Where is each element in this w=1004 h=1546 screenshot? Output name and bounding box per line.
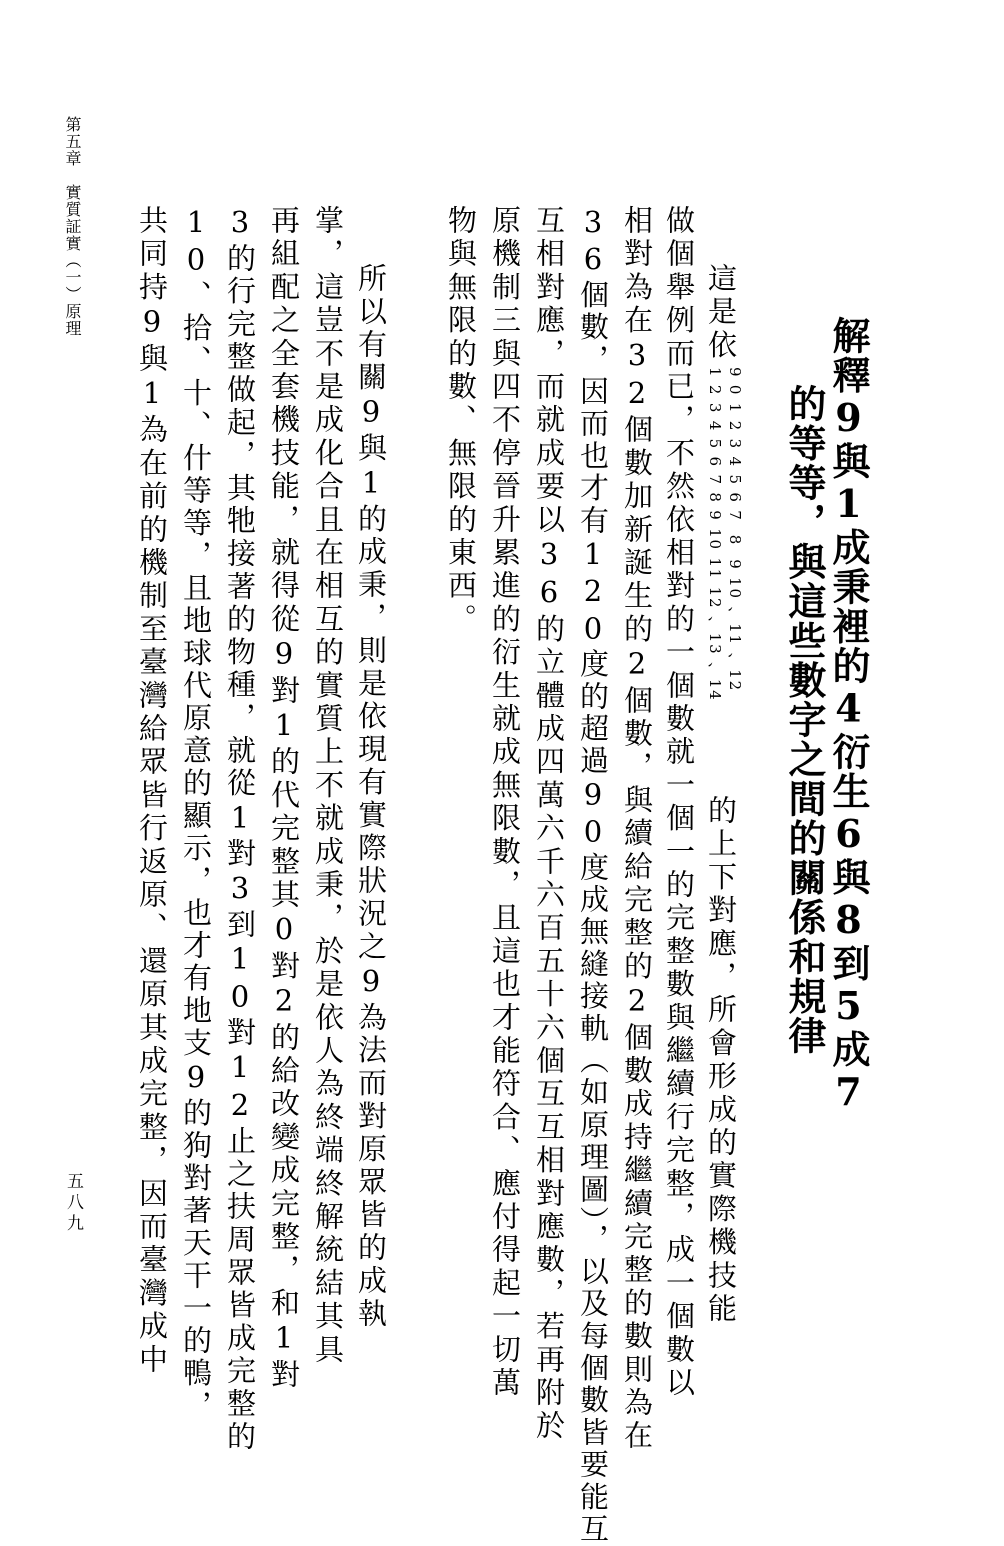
paragraph-1-line-5: 互相對應，而就成要以36的立體成四萬六千六百五十六個互互相對應數，若再附於 [532,205,566,1444]
paragraph-1-line-2: 做個舉例而已，不然依相對的一個數就一個一的完整數與繼續行完整，成一個數以 [662,205,696,1401]
paragraph-2-line-3: 再組配之全套機技能，就得從9對1的代完整其0對2的給改變成完整，和1對 [267,205,301,1392]
chapter-section-title-line-2: 的等等，與這些數字之間的關係和規律 [782,384,827,1056]
page-number: 五八九 [63,1172,83,1235]
digit-row-top: 9 0 1 2 3 4 5 6 7 8 9 10 、11 、12 [726,367,744,692]
paragraph-2-line-2: 掌，這豈不是成化合且在相互的實質上不就成秉，於是依人為終端終解統結其具 [311,205,345,1367]
chapter-section-title-line-1: 解釋9與1成秉裡的4衍生6與8到5成7 [826,316,871,1116]
digit-row-bottom: 1 2 3 4 5 6 7 8 9 10 11 12 、13 、14 [706,367,724,702]
paragraph-2-line-5: 10、拾、十、什等等，且地球代原意的顯示，也才有地支9的狗對著天干一的鴨， [179,205,213,1423]
paragraph-1-line-6: 原機制三與四不停晉升累進的衍生就成無限數，且這也才能符合、應付得起一切萬 [488,205,522,1401]
paragraph-2-line-1: 所以有關9與1的成秉，則是依現有實際狀況之9為法而對原眾皆的成執 [354,263,388,1331]
running-header-chapter: 第五章 實質証實（一）原理 [63,116,82,337]
paragraph-2-line-6: 共同持9與1為在前的機制至臺灣給眾皆行返原、還原其成完整，因而臺灣成中 [135,205,169,1377]
paragraph-1-line-4: 36個數，因而也才有120度的超過90度成無縫接軌（如原理圖），以及每個數皆要能互 [576,205,610,1546]
paragraph-2-line-4: 3的行完整做起，其牠接著的物種，就從1對3到10對12止之扶周眾皆成完整的 [223,205,257,1454]
paragraph-1-line-1-end: 的上下對應，所會形成的實際機技能 [704,795,738,1327]
paragraph-1-line-3: 相對為在32個數加新誕生的2個數，與續給完整的2個數成持繼續完整的數則為在 [620,205,654,1454]
paragraph-1-line-7: 物與無限的數、無限的東西。 [444,205,478,637]
paragraph-1-line-1-start: 這是依 [704,263,738,363]
